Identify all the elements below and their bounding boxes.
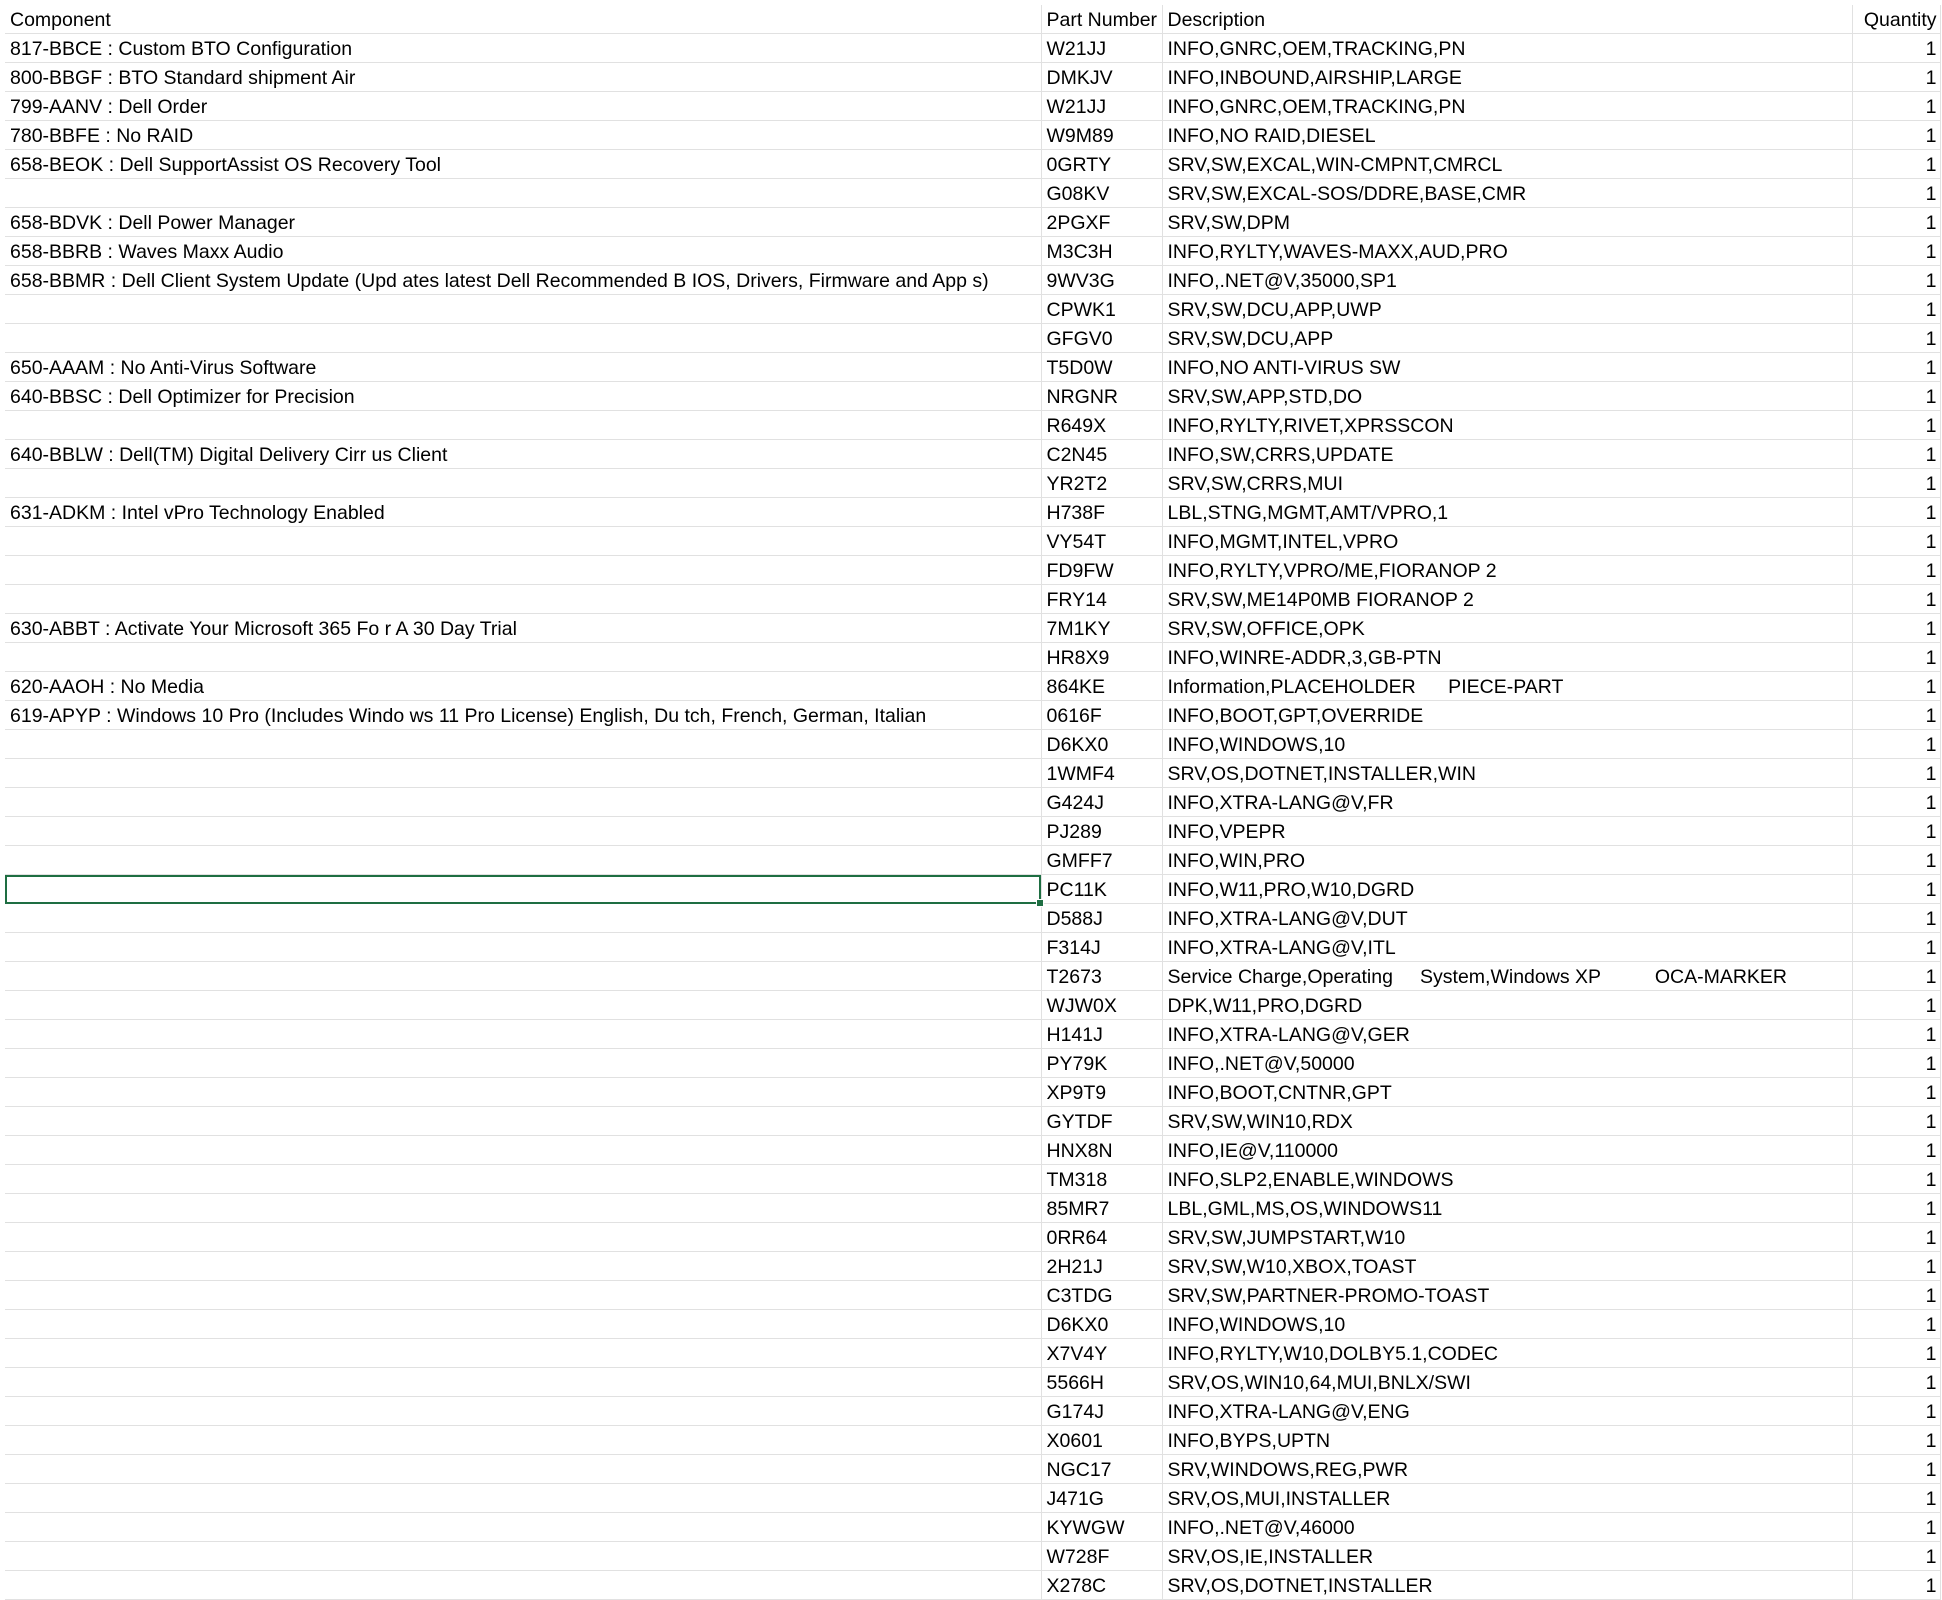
part-number-cell[interactable]: C2N45: [1041, 440, 1162, 469]
description-cell[interactable]: INFO,NO RAID,DIESEL: [1162, 121, 1852, 150]
component-cell[interactable]: [5, 962, 1041, 991]
component-cell[interactable]: [5, 817, 1041, 846]
quantity-cell[interactable]: 1: [1852, 469, 1940, 498]
part-number-cell[interactable]: G08KV: [1041, 179, 1162, 208]
quantity-cell[interactable]: 1: [1852, 846, 1940, 875]
part-number-cell[interactable]: HR8X9: [1041, 643, 1162, 672]
component-cell[interactable]: [5, 1571, 1041, 1600]
part-number-cell[interactable]: HNX8N: [1041, 1136, 1162, 1165]
part-number-cell[interactable]: D6KX0: [1041, 1310, 1162, 1339]
description-cell[interactable]: SRV,SW,W10,XBOX,TOAST: [1162, 1252, 1852, 1281]
table-row: [5, 324, 1940, 353]
description-cell[interactable]: INFO,INBOUND,AIRSHIP,LARGE: [1162, 63, 1852, 92]
quantity-cell[interactable]: 1: [1852, 1281, 1940, 1310]
part-number-cell[interactable]: X7V4Y: [1041, 1339, 1162, 1368]
part-number-cell[interactable]: R649X: [1041, 411, 1162, 440]
quantity-cell[interactable]: 1: [1852, 1542, 1940, 1571]
part-number-cell[interactable]: T2673: [1041, 962, 1162, 991]
quantity-cell[interactable]: 1: [1852, 1513, 1940, 1542]
part-number-cell[interactable]: VY54T: [1041, 527, 1162, 556]
component-cell[interactable]: [5, 846, 1041, 875]
table-row: [5, 817, 1940, 846]
quantity-cell[interactable]: 1: [1852, 585, 1940, 614]
description-cell[interactable]: INFO,IE@V,110000: [1162, 1136, 1852, 1165]
description-cell[interactable]: SRV,SW,ME14P0MB FIORANOP 2: [1162, 585, 1852, 614]
description-cell[interactable]: INFO,RYLTY,RIVET,XPRSSCON: [1162, 411, 1852, 440]
description-cell[interactable]: Service Charge,Operating System,Windows XP OCA-MARKER: [1162, 962, 1852, 991]
component-cell[interactable]: [5, 1136, 1041, 1165]
table-row: [5, 1136, 1940, 1165]
quantity-cell[interactable]: 1: [1852, 701, 1940, 730]
description-cell[interactable]: SRV,SW,EXCAL,WIN-CMPNT,CMRCL: [1162, 150, 1852, 179]
quantity-cell[interactable]: 1: [1852, 1049, 1940, 1078]
table-row: [5, 846, 1940, 875]
quantity-cell[interactable]: 1: [1852, 875, 1940, 904]
quantity-cell[interactable]: 1: [1852, 63, 1940, 92]
component-cell[interactable]: 631-ADKM : Intel vPro Technology Enabled: [5, 498, 1041, 527]
component-cell[interactable]: [5, 788, 1041, 817]
part-number-cell[interactable]: 2H21J: [1041, 1252, 1162, 1281]
table-row: [5, 1571, 1940, 1600]
quantity-cell[interactable]: 1: [1852, 672, 1940, 701]
part-number-cell[interactable]: 2PGXF: [1041, 208, 1162, 237]
table-row: [5, 498, 1940, 527]
component-cell[interactable]: [5, 1513, 1041, 1542]
table-row: [5, 1165, 1940, 1194]
part-number-cell[interactable]: 1WMF4: [1041, 759, 1162, 788]
description-cell[interactable]: SRV,OS,DOTNET,INSTALLER: [1162, 1571, 1852, 1600]
part-number-cell[interactable]: W21JJ: [1041, 92, 1162, 121]
component-cell[interactable]: [5, 1223, 1041, 1252]
quantity-cell[interactable]: 1: [1852, 266, 1940, 295]
quantity-cell[interactable]: 1: [1852, 730, 1940, 759]
description-cell[interactable]: SRV,SW,APP,STD,DO: [1162, 382, 1852, 411]
quantity-cell[interactable]: 1: [1852, 1571, 1940, 1600]
table-row: [5, 1339, 1940, 1368]
part-number-cell[interactable]: F314J: [1041, 933, 1162, 962]
description-cell[interactable]: SRV,SW,EXCAL-SOS/DDRE,BASE,CMR: [1162, 179, 1852, 208]
table-row: [5, 991, 1940, 1020]
component-cell[interactable]: 799-AANV : Dell Order: [5, 92, 1041, 121]
table-row: [5, 63, 1940, 92]
part-number-cell[interactable]: W728F: [1041, 1542, 1162, 1571]
component-cell[interactable]: [5, 1107, 1041, 1136]
table-row: [5, 1252, 1940, 1281]
table-row: [5, 730, 1940, 759]
quantity-cell[interactable]: 1: [1852, 1078, 1940, 1107]
description-cell[interactable]: SRV,WINDOWS,REG,PWR: [1162, 1455, 1852, 1484]
quantity-cell[interactable]: 1: [1852, 179, 1940, 208]
quantity-cell[interactable]: 1: [1852, 817, 1940, 846]
part-number-cell[interactable]: W21JJ: [1041, 34, 1162, 63]
component-cell[interactable]: [5, 411, 1041, 440]
description-cell[interactable]: INFO,XTRA-LANG@V,FR: [1162, 788, 1852, 817]
table-row: [5, 179, 1940, 208]
part-number-cell[interactable]: 9WV3G: [1041, 266, 1162, 295]
part-number-cell[interactable]: XP9T9: [1041, 1078, 1162, 1107]
table-row: [5, 962, 1940, 991]
component-cell[interactable]: 658-BDVK : Dell Power Manager: [5, 208, 1041, 237]
table-row: [5, 1281, 1940, 1310]
quantity-cell[interactable]: 1: [1852, 34, 1940, 63]
component-cell[interactable]: 658-BEOK : Dell SupportAssist OS Recovery Tool: [5, 150, 1041, 179]
table-row: [5, 34, 1940, 63]
part-number-cell[interactable]: W9M89: [1041, 121, 1162, 150]
part-number-cell[interactable]: NRGNR: [1041, 382, 1162, 411]
quantity-cell[interactable]: 1: [1852, 121, 1940, 150]
component-cell[interactable]: [5, 991, 1041, 1020]
part-number-cell[interactable]: G174J: [1041, 1397, 1162, 1426]
quantity-cell[interactable]: 1: [1852, 933, 1940, 962]
table-row: [5, 1107, 1940, 1136]
description-cell[interactable]: INFO,.NET@V,46000: [1162, 1513, 1852, 1542]
quantity-cell[interactable]: 1: [1852, 1020, 1940, 1049]
description-cell[interactable]: INFO,NO ANTI-VIRUS SW: [1162, 353, 1852, 382]
description-cell[interactable]: INFO,XTRA-LANG@V,DUT: [1162, 904, 1852, 933]
part-number-cell[interactable]: 0RR64: [1041, 1223, 1162, 1252]
description-cell[interactable]: SRV,OS,MUI,INSTALLER: [1162, 1484, 1852, 1513]
component-cell[interactable]: [5, 1484, 1041, 1513]
part-number-cell[interactable]: GYTDF: [1041, 1107, 1162, 1136]
component-cell[interactable]: 630-ABBT : Activate Your Microsoft 365 Fo r A 30 Day Trial: [5, 614, 1041, 643]
quantity-cell[interactable]: 1: [1852, 527, 1940, 556]
table-row: [5, 121, 1940, 150]
part-number-cell[interactable]: GFGV0: [1041, 324, 1162, 353]
table-row: [5, 208, 1940, 237]
component-cell[interactable]: [5, 1165, 1041, 1194]
description-cell[interactable]: INFO,BOOT,GPT,OVERRIDE: [1162, 701, 1852, 730]
description-cell[interactable]: INFO,BOOT,CNTNR,GPT: [1162, 1078, 1852, 1107]
component-cell[interactable]: [5, 1339, 1041, 1368]
component-cell[interactable]: [5, 1397, 1041, 1426]
table-row: [5, 1368, 1940, 1397]
component-cell[interactable]: 800-BBGF : BTO Standard shipment Air: [5, 63, 1041, 92]
component-cell[interactable]: 619-APYP : Windows 10 Pro (Includes Windo ws 11 Pro License) English, Du tch, French, German, Italian: [5, 701, 1041, 730]
quantity-cell[interactable]: 1: [1852, 411, 1940, 440]
component-cell[interactable]: [5, 179, 1041, 208]
part-number-cell[interactable]: WJW0X: [1041, 991, 1162, 1020]
component-cell[interactable]: [5, 1078, 1041, 1107]
quantity-cell[interactable]: 1: [1852, 1426, 1940, 1455]
description-cell[interactable]: INFO,WIN,PRO: [1162, 846, 1852, 875]
part-number-cell[interactable]: J471G: [1041, 1484, 1162, 1513]
part-number-cell[interactable]: C3TDG: [1041, 1281, 1162, 1310]
table-row: [5, 1513, 1940, 1542]
part-number-cell[interactable]: FRY14: [1041, 585, 1162, 614]
component-cell[interactable]: [5, 730, 1041, 759]
part-number-cell[interactable]: 0GRTY: [1041, 150, 1162, 179]
part-number-cell[interactable]: X0601: [1041, 1426, 1162, 1455]
quantity-cell[interactable]: 1: [1852, 498, 1940, 527]
table-row: [5, 1310, 1940, 1339]
component-cell[interactable]: [5, 469, 1041, 498]
part-number-cell[interactable]: 0616F: [1041, 701, 1162, 730]
table-row: [5, 1455, 1940, 1484]
quantity-cell[interactable]: 1: [1852, 556, 1940, 585]
quantity-cell[interactable]: 1: [1852, 382, 1940, 411]
part-number-cell[interactable]: H141J: [1041, 1020, 1162, 1049]
description-cell[interactable]: SRV,SW,WIN10,RDX: [1162, 1107, 1852, 1136]
description-cell[interactable]: INFO,SLP2,ENABLE,WINDOWS: [1162, 1165, 1852, 1194]
table-row: [5, 1194, 1940, 1223]
table-row: [5, 237, 1940, 266]
description-cell[interactable]: INFO,.NET@V,35000,SP1: [1162, 266, 1852, 295]
description-cell[interactable]: INFO,GNRC,OEM,TRACKING,PN: [1162, 34, 1852, 63]
quantity-cell[interactable]: 1: [1852, 1136, 1940, 1165]
table-row: [5, 92, 1940, 121]
part-number-cell[interactable]: 864KE: [1041, 672, 1162, 701]
part-number-cell[interactable]: TM318: [1041, 1165, 1162, 1194]
table-row: [5, 1397, 1940, 1426]
table-row: [5, 266, 1940, 295]
part-number-cell[interactable]: CPWK1: [1041, 295, 1162, 324]
quantity-cell[interactable]: 1: [1852, 991, 1940, 1020]
component-cell[interactable]: [5, 1426, 1041, 1455]
description-cell[interactable]: SRV,SW,OFFICE,OPK: [1162, 614, 1852, 643]
component-cell[interactable]: [5, 759, 1041, 788]
part-number-cell[interactable]: PJ289: [1041, 817, 1162, 846]
component-cell[interactable]: 817-BBCE : Custom BTO Configuration: [5, 34, 1041, 63]
quantity-cell[interactable]: 1: [1852, 237, 1940, 266]
component-cell[interactable]: [5, 1020, 1041, 1049]
description-cell[interactable]: LBL,STNG,MGMT,AMT/VPRO,1: [1162, 498, 1852, 527]
quantity-cell[interactable]: 1: [1852, 788, 1940, 817]
spreadsheet-grid[interactable]: [5, 5, 1941, 1600]
description-cell[interactable]: SRV,SW,DPM: [1162, 208, 1852, 237]
component-cell[interactable]: 620-AAOH : No Media: [5, 672, 1041, 701]
component-cell[interactable]: [5, 933, 1041, 962]
table-row: [5, 788, 1940, 817]
description-cell[interactable]: SRV,SW,JUMPSTART,W10: [1162, 1223, 1852, 1252]
table-row: [5, 1542, 1940, 1571]
description-cell[interactable]: INFO,WINDOWS,10: [1162, 1310, 1852, 1339]
header-quantity[interactable]: Quantity: [1852, 5, 1940, 34]
quantity-cell[interactable]: 1: [1852, 1107, 1940, 1136]
description-cell[interactable]: SRV,SW,PARTNER-PROMO-TOAST: [1162, 1281, 1852, 1310]
table-row: [5, 469, 1940, 498]
component-cell[interactable]: [5, 295, 1041, 324]
component-cell[interactable]: 650-AAAM : No Anti-Virus Software: [5, 353, 1041, 382]
description-cell[interactable]: INFO,RYLTY,VPRO/ME,FIORANOP 2: [1162, 556, 1852, 585]
quantity-cell[interactable]: 1: [1852, 1484, 1940, 1513]
component-cell[interactable]: [5, 1542, 1041, 1571]
table-row: [5, 1020, 1940, 1049]
part-number-cell[interactable]: PC11K: [1041, 875, 1162, 904]
table-row: [5, 585, 1940, 614]
description-cell[interactable]: INFO,MGMT,INTEL,VPRO: [1162, 527, 1852, 556]
part-number-cell[interactable]: DMKJV: [1041, 63, 1162, 92]
description-cell[interactable]: INFO,WINDOWS,10: [1162, 730, 1852, 759]
part-number-cell[interactable]: 85MR7: [1041, 1194, 1162, 1223]
description-cell[interactable]: INFO,WINRE-ADDR,3,GB-PTN: [1162, 643, 1852, 672]
part-number-cell[interactable]: YR2T2: [1041, 469, 1162, 498]
header-component[interactable]: Component: [5, 5, 1041, 34]
table-row: [5, 643, 1940, 672]
description-cell[interactable]: INFO,GNRC,OEM,TRACKING,PN: [1162, 92, 1852, 121]
header-description[interactable]: Description: [1162, 5, 1852, 34]
quantity-cell[interactable]: 1: [1852, 1252, 1940, 1281]
part-number-cell[interactable]: GMFF7: [1041, 846, 1162, 875]
quantity-cell[interactable]: 1: [1852, 1339, 1940, 1368]
description-cell[interactable]: DPK,W11,PRO,DGRD: [1162, 991, 1852, 1020]
component-cell[interactable]: [5, 904, 1041, 933]
description-cell[interactable]: SRV,SW,DCU,APP,UWP: [1162, 295, 1852, 324]
table-row: [5, 1223, 1940, 1252]
quantity-cell[interactable]: 1: [1852, 150, 1940, 179]
table-row: [5, 295, 1940, 324]
component-cell[interactable]: [5, 1310, 1041, 1339]
quantity-cell[interactable]: 1: [1852, 759, 1940, 788]
component-cell[interactable]: [5, 1252, 1041, 1281]
part-number-cell[interactable]: D588J: [1041, 904, 1162, 933]
component-cell[interactable]: [5, 556, 1041, 585]
table-row: [5, 1078, 1940, 1107]
quantity-cell[interactable]: 1: [1852, 324, 1940, 353]
part-number-cell[interactable]: NGC17: [1041, 1455, 1162, 1484]
part-number-cell[interactable]: T5D0W: [1041, 353, 1162, 382]
quantity-cell[interactable]: 1: [1852, 92, 1940, 121]
description-cell[interactable]: INFO,.NET@V,50000: [1162, 1049, 1852, 1078]
component-cell[interactable]: 658-BBMR : Dell Client System Update (Upd ates latest Dell Recommended B IOS, Drivers, Firmware and App s): [5, 266, 1041, 295]
table-row: [5, 353, 1940, 382]
component-cell[interactable]: [5, 1455, 1041, 1484]
description-cell[interactable]: INFO,BYPS,UPTN: [1162, 1426, 1852, 1455]
description-cell[interactable]: SRV,OS,DOTNET,INSTALLER,WIN: [1162, 759, 1852, 788]
part-number-cell[interactable]: G424J: [1041, 788, 1162, 817]
table-row: [5, 672, 1940, 701]
table-row: [5, 759, 1940, 788]
description-cell[interactable]: INFO,XTRA-LANG@V,ENG: [1162, 1397, 1852, 1426]
component-cell[interactable]: 780-BBFE : No RAID: [5, 121, 1041, 150]
table-row: [5, 150, 1940, 179]
quantity-cell[interactable]: 1: [1852, 1194, 1940, 1223]
component-cell[interactable]: [5, 1049, 1041, 1078]
selected-cell[interactable]: [5, 875, 1041, 904]
quantity-cell[interactable]: 1: [1852, 1397, 1940, 1426]
description-cell[interactable]: INFO,RYLTY,W10,DOLBY5.1,CODEC: [1162, 1339, 1852, 1368]
component-cell[interactable]: 640-BBLW : Dell(TM) Digital Delivery Cirr us Client: [5, 440, 1041, 469]
quantity-cell[interactable]: 1: [1852, 614, 1940, 643]
table-row: [5, 875, 1940, 904]
component-cell[interactable]: [5, 1368, 1041, 1397]
quantity-cell[interactable]: 1: [1852, 643, 1940, 672]
description-cell[interactable]: SRV,OS,IE,INSTALLER: [1162, 1542, 1852, 1571]
table-row: [5, 1426, 1940, 1455]
component-cell[interactable]: 658-BBRB : Waves Maxx Audio: [5, 237, 1041, 266]
part-number-cell[interactable]: KYWGW: [1041, 1513, 1162, 1542]
header-part-number[interactable]: Part Number: [1041, 5, 1162, 34]
quantity-cell[interactable]: 1: [1852, 1368, 1940, 1397]
component-cell[interactable]: [5, 324, 1041, 353]
table-row: [5, 701, 1940, 730]
description-cell[interactable]: Information,PLACEHOLDER PIECE-PART: [1162, 672, 1852, 701]
description-cell[interactable]: INFO,SW,CRRS,UPDATE: [1162, 440, 1852, 469]
component-cell[interactable]: [5, 1194, 1041, 1223]
table-row: [5, 440, 1940, 469]
description-cell[interactable]: INFO,XTRA-LANG@V,ITL: [1162, 933, 1852, 962]
quantity-cell[interactable]: 1: [1852, 1165, 1940, 1194]
part-number-cell[interactable]: 5566H: [1041, 1368, 1162, 1397]
table-row: [5, 1484, 1940, 1513]
component-cell[interactable]: [5, 1281, 1041, 1310]
description-cell[interactable]: SRV,SW,DCU,APP: [1162, 324, 1852, 353]
table-row: [5, 556, 1940, 585]
quantity-cell[interactable]: 1: [1852, 353, 1940, 382]
table-row: [5, 382, 1940, 411]
quantity-cell[interactable]: 1: [1852, 208, 1940, 237]
description-cell[interactable]: LBL,GML,MS,OS,WINDOWS11: [1162, 1194, 1852, 1223]
header-row: [5, 5, 1940, 34]
part-number-cell[interactable]: PY79K: [1041, 1049, 1162, 1078]
table-row: [5, 614, 1940, 643]
part-number-cell[interactable]: H738F: [1041, 498, 1162, 527]
table-row: [5, 527, 1940, 556]
description-cell[interactable]: INFO,W11,PRO,W10,DGRD: [1162, 875, 1852, 904]
component-cell[interactable]: [5, 527, 1041, 556]
part-number-cell[interactable]: FD9FW: [1041, 556, 1162, 585]
component-cell[interactable]: 640-BBSC : Dell Optimizer for Precision: [5, 382, 1041, 411]
quantity-cell[interactable]: 1: [1852, 1310, 1940, 1339]
table-row: [5, 904, 1940, 933]
description-cell[interactable]: INFO,XTRA-LANG@V,GER: [1162, 1020, 1852, 1049]
quantity-cell[interactable]: 1: [1852, 904, 1940, 933]
part-number-cell[interactable]: X278C: [1041, 1571, 1162, 1600]
quantity-cell[interactable]: 1: [1852, 962, 1940, 991]
table-row: [5, 933, 1940, 962]
description-cell[interactable]: INFO,VPEPR: [1162, 817, 1852, 846]
component-cell[interactable]: [5, 585, 1041, 614]
description-cell[interactable]: INFO,RYLTY,WAVES-MAXX,AUD,PRO: [1162, 237, 1852, 266]
table-row: [5, 411, 1940, 440]
part-number-cell[interactable]: M3C3H: [1041, 237, 1162, 266]
description-cell[interactable]: SRV,SW,CRRS,MUI: [1162, 469, 1852, 498]
component-cell[interactable]: [5, 643, 1041, 672]
quantity-cell[interactable]: 1: [1852, 295, 1940, 324]
part-number-cell[interactable]: 7M1KY: [1041, 614, 1162, 643]
quantity-cell[interactable]: 1: [1852, 1223, 1940, 1252]
table-row: [5, 1049, 1940, 1078]
description-cell[interactable]: SRV,OS,WIN10,64,MUI,BNLX/SWI: [1162, 1368, 1852, 1397]
fill-handle[interactable]: [1036, 899, 1044, 907]
part-number-cell[interactable]: D6KX0: [1041, 730, 1162, 759]
quantity-cell[interactable]: 1: [1852, 440, 1940, 469]
quantity-cell[interactable]: 1: [1852, 1455, 1940, 1484]
